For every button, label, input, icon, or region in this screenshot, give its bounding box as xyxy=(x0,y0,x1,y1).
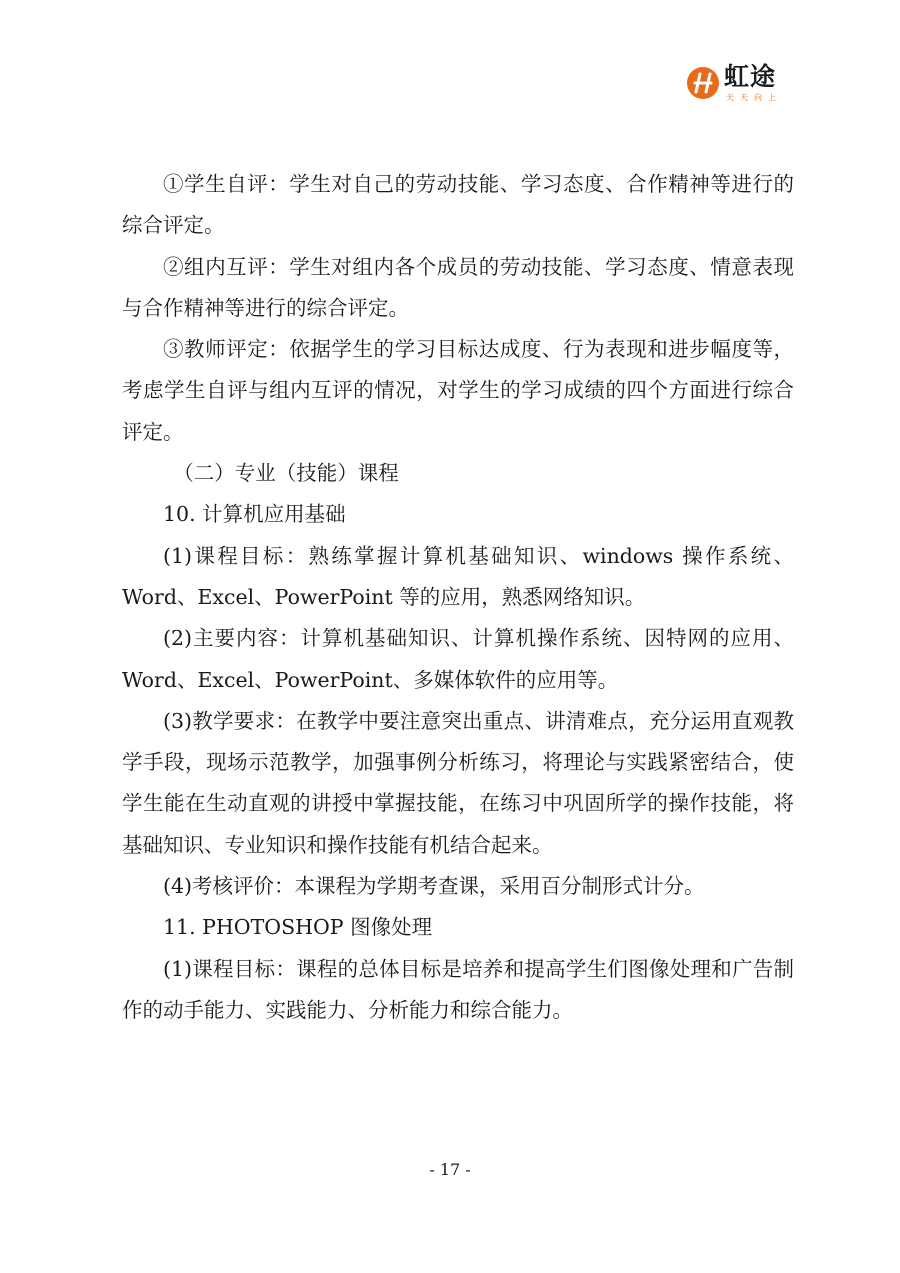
document-body xyxy=(122,164,794,1031)
paragraph-student-self-evaluation: ①学生自评：学生对自己的劳动技能、学习态度、合作精神等进行的综合评定。 xyxy=(122,172,794,238)
paragraph-assessment: (4)考核评价：本课程为学期考查课，采用百分制形式计分。 xyxy=(163,874,705,899)
logo-slogan: 天天向上 xyxy=(726,93,782,102)
course-heading-photoshop: 11. PHOTOSHOP 图像处理 xyxy=(163,915,433,940)
course-heading-computer-basics: 10. 计算机应用基础 xyxy=(163,502,346,527)
paragraph-group-peer-evaluation: ②组内互评：学生对组内各个成员的劳动技能、学习态度、情意表现与合作精神等进行的综合评定。 xyxy=(122,254,794,320)
paragraph-teacher-evaluation: ③教师评定：依据学生的学习目标达成度、行为表现和进步幅度等，考虑学生自评与组内互评的情况，对学生的学习成绩的四个方面进行综合评定。 xyxy=(122,337,794,444)
brand-logo xyxy=(686,62,796,106)
paragraph-teaching-requirements: (3)教学要求：在教学中要注意突出重点、讲清难点，充分运用直观教学手段，现场示范教学，加强事例分析练习，将理论与实践紧密结合，使学生能在生动直观的讲授中掌握技能，在练习中巩固所学的操作技能，将基础知识、专业知识和操作技能有机结合起来。 xyxy=(122,708,794,857)
page-number: - 17 - xyxy=(429,1160,471,1179)
logo-mark-icon xyxy=(686,66,720,100)
logo-name: 虹途 xyxy=(724,62,777,91)
paragraph-photoshop-goal: (1)课程目标：课程的总体目标是培养和提高学生们图像处理和广告制作的动手能力、实践能力、分析能力和综合能力。 xyxy=(122,956,794,1022)
paragraph-main-content: (2)主要内容：计算机基础知识、计算机操作系统、因特网的应用、Word、Excel、PowerPoint、多媒体软件的应用等。 xyxy=(122,626,794,692)
paragraph-course-goal: (1)课程目标：熟练掌握计算机基础知识、windows 操作系统、Word、Excel、PowerPoint 等的应用，熟悉网络知识。 xyxy=(122,543,794,609)
section-heading-professional-courses: （二）专业（技能）课程 xyxy=(173,461,399,486)
